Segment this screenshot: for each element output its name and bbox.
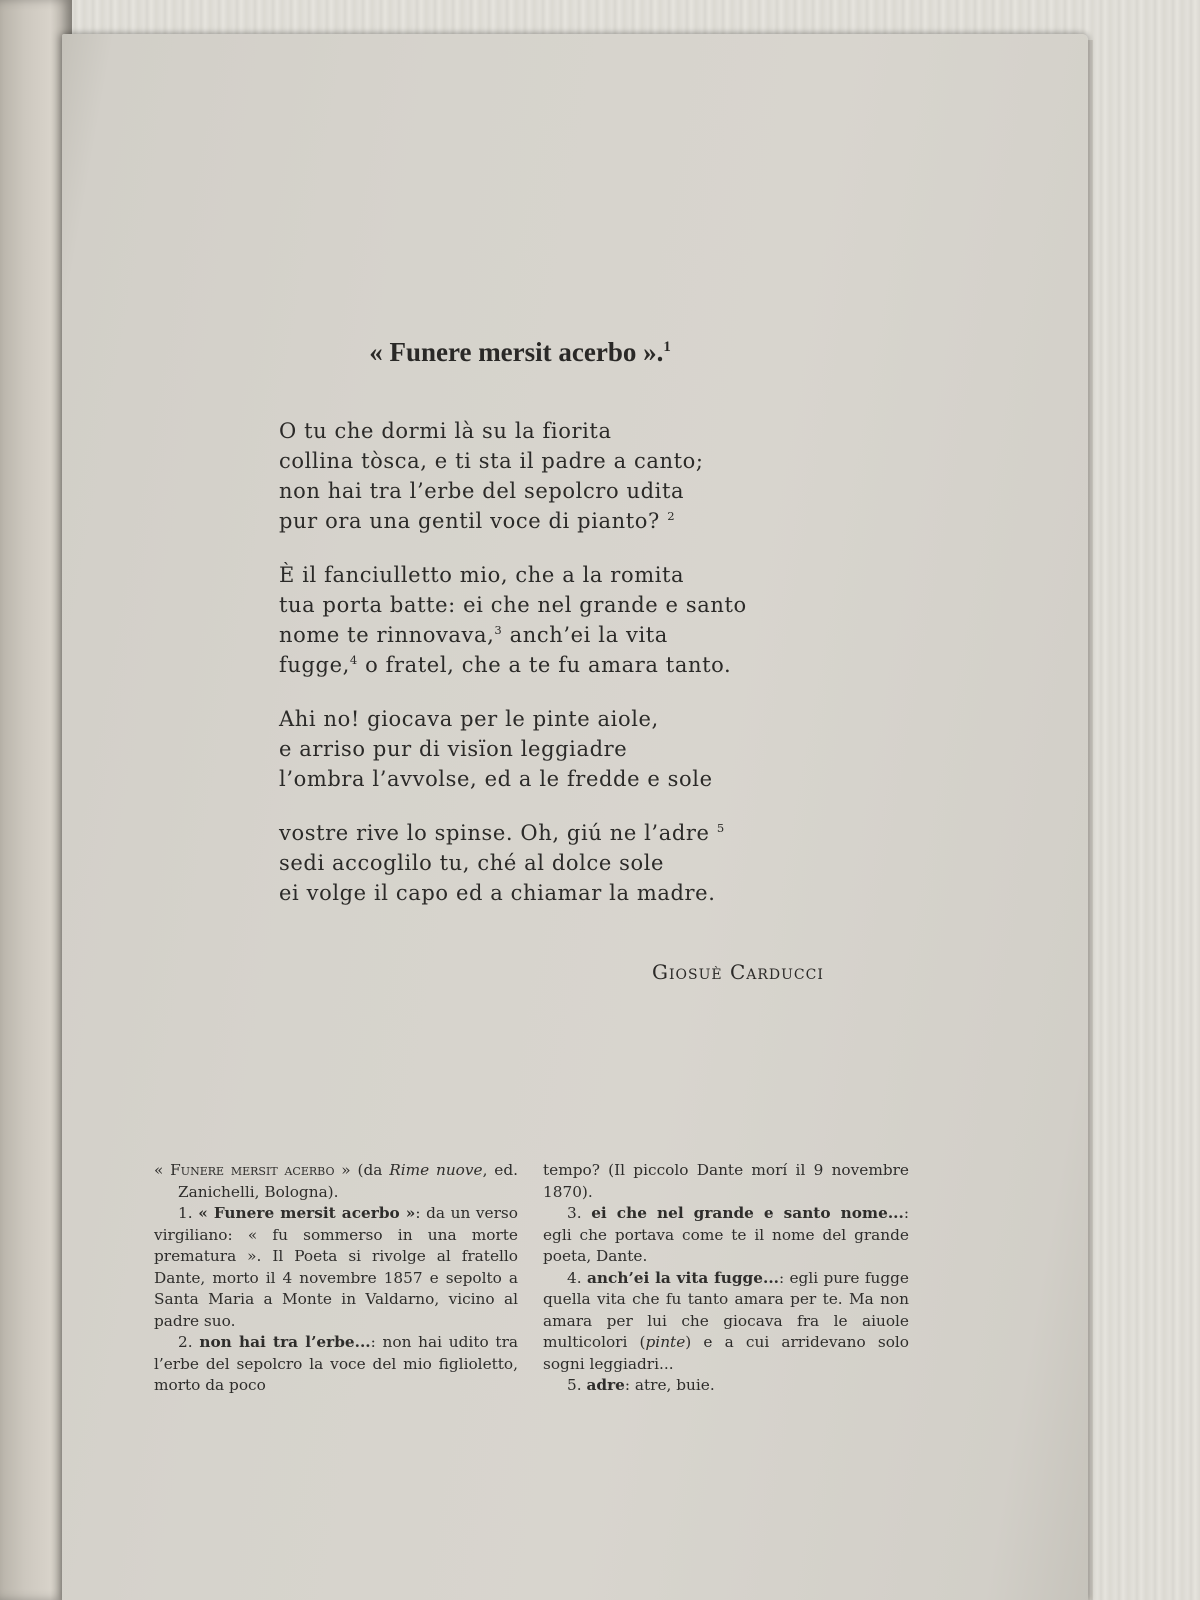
verse-line: tua porta batte: ei che nel grande e santo	[279, 593, 747, 617]
footnotes-right-column	[543, 1160, 909, 1397]
footnote-source: « Funere mersit acerbo » (da Rime nuove, ed. Zanichelli, Bologna).	[154, 1161, 518, 1201]
verse-line: nome te rinnovava,$^3$ anch’ei la vita	[279, 623, 668, 647]
footnote-4: 4. anch’ei la vita fugge...: egli pure fugge quella vita che fu tanto amara per te. Ma non amara per lui che giocava fra le aiuole multicolori (pinte) e a cui arridevano solo sogni leggiadri...	[543, 1268, 910, 1373]
footnote-marker: 1	[663, 339, 671, 355]
footnote-marker: 5	[716, 821, 725, 835]
verse-line: vostre rive lo spinse. Oh, giú ne l’adre $^5$	[279, 821, 725, 845]
footnote-1: 1. « Funere mersit acerbo »: da un verso virgiliano: « fu sommerso in una morte prematura ». Il Poeta si rivolge al fratello Dante, morto il 4 novembre 1857 e sepolto a Santa Maria a Monte in Valdarno, vicino al padre suo.	[154, 1204, 518, 1330]
footnote-marker: 3	[494, 623, 503, 637]
verse-line: Ahi no! giocava per le pinte aiole,	[279, 707, 659, 731]
poem-author: Giosuè Carducci	[652, 960, 824, 984]
verse-line: O tu che dormi là su la fiorita	[279, 419, 612, 443]
verse-line: È il fanciulletto mio, che a la romita	[279, 563, 685, 587]
verse-line: ei volge il capo ed a chiamar la madre.	[279, 881, 716, 905]
verse-line: non hai tra l’erbe del sepolcro udita	[279, 479, 685, 503]
footnote-2: 2. non hai tra l’erbe...: non hai udito tra l’erbe del sepolcro la voce del mio figlioletto, morto da poco	[154, 1333, 519, 1394]
poem-body	[279, 416, 899, 932]
stanza-4	[279, 818, 899, 908]
footnote-marker: 2	[667, 509, 676, 523]
footnote-5: 5. adre: atre, buie.	[567, 1376, 715, 1394]
footnote-marker: 4	[349, 653, 358, 667]
verse-line: pur ora una gentil voce di pianto? $^2$	[279, 509, 676, 533]
verse-line: fugge,$^4$ o fratel, che a te fu amara tanto.	[279, 653, 732, 677]
stanza-1	[279, 416, 899, 536]
poem-title: « Funere mersit acerbo ».$^1$	[369, 337, 671, 367]
verse-line: collina tòsca, e ti sta il padre a canto;	[279, 449, 704, 473]
stanza-2	[279, 560, 899, 680]
verse-line: e arriso pur di visïon leggiadre	[279, 737, 628, 761]
stanza-3	[279, 704, 899, 794]
footnotes-left-column	[154, 1160, 518, 1397]
verse-line: l’ombra l’avvolse, ed a le fredde e sole	[279, 767, 713, 791]
footnote-2-continued: tempo? (Il piccolo Dante morí il 9 novembre 1870).	[543, 1161, 909, 1201]
footnote-3: 3. ei che nel grande e santo nome...: egli che portava come te il nome del grande poeta, Dante.	[543, 1204, 909, 1265]
verse-line: sedi accoglilo tu, ché al dolce sole	[279, 851, 665, 875]
